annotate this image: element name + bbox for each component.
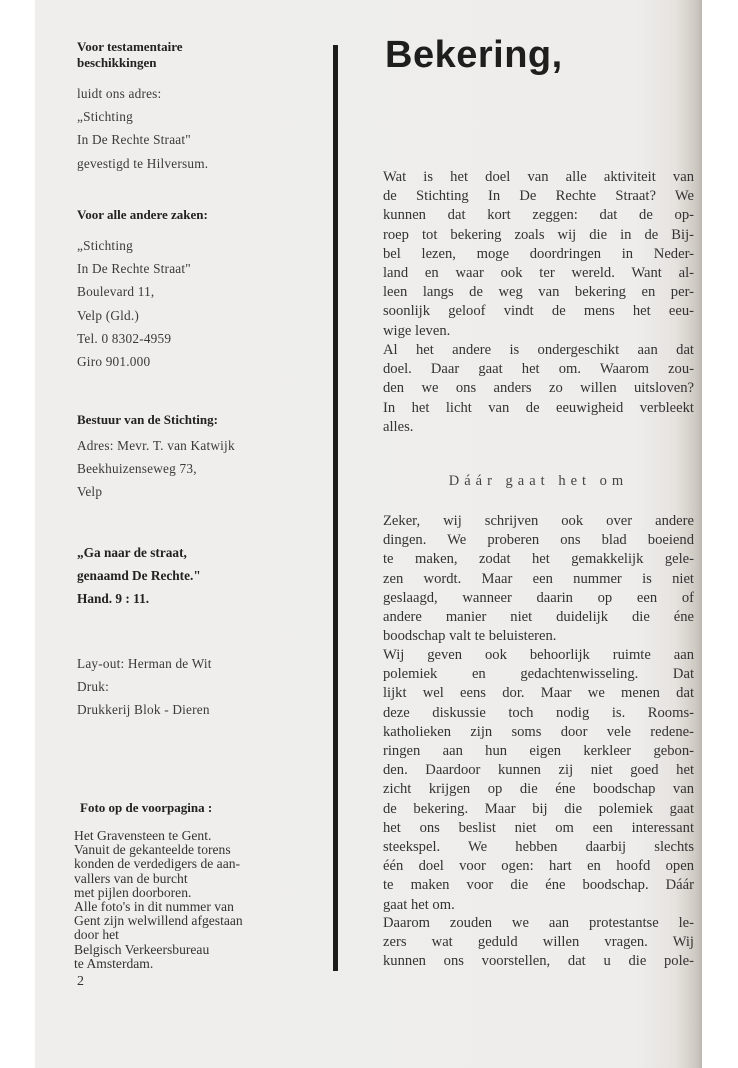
text-line: katholieken zijn soms door vele redene- [383, 723, 694, 740]
heading-line: Voor alle andere zaken: [77, 207, 208, 222]
article-paragraph-2 [383, 341, 694, 437]
text-line: doel. Daar gaat het om. Waarom zou- [383, 361, 694, 378]
heading-line: Bestuur van de Stichting: [77, 412, 218, 427]
text-line: andere manier niet duidelijk die éne [383, 609, 694, 626]
board-heading [77, 412, 218, 428]
text-line: Vanuit de gekanteelde torens [74, 842, 231, 858]
text-line: polemiek en gedachtenwisseling. Dat [383, 666, 694, 683]
text-line: te maken voor die éne boodschap. Dáár [383, 877, 694, 894]
text-line: Belgisch Verkeersbureau [74, 941, 210, 957]
text-line: luidt ons adres: [77, 86, 162, 101]
text-line: gaat het om. [383, 896, 455, 913]
text-line: In De Rechte Straat" [77, 261, 191, 277]
text-line: roep tot bekering zoals wij die in de Bij- [383, 226, 694, 243]
text-line: boodschap valt te beluisteren. [383, 628, 557, 645]
text-line: den we ons anders zo willen uitsloven? [383, 380, 694, 397]
text-line: Drukkerij Blok - Dieren [77, 702, 210, 718]
text-line: Daarom zouden we aan protestantse le- [383, 915, 694, 931]
board-address [77, 434, 235, 504]
text-line: Lay-out: Herman de Wit [77, 656, 212, 671]
text-line: beschikkingen [77, 55, 157, 70]
text-line: Alle foto's in dit nummer van [74, 899, 234, 915]
text-line: „Stichting [77, 109, 133, 125]
text-line: Wij geven ook behoorlijk ruimte aan [383, 647, 694, 663]
text-line: Al het andere is ondergeschikt aan dat [383, 342, 694, 358]
text-line: Hand. 9 : 11. [77, 591, 150, 607]
text-line: ringen aan hun eigen kerkleer gebon- [383, 743, 694, 760]
text-line: Tel. 0 8302-4959 [77, 330, 172, 346]
text-line: soonlijk geloof vindt de mens het eeu- [383, 303, 694, 320]
text-line: Zeker, wij schrijven ook over andere [383, 513, 694, 529]
text-line: In De Rechte Straat" [77, 132, 191, 148]
text-line: leen langs de weg van bekering en per- [383, 284, 694, 301]
text-line: Velp (Gld.) [77, 307, 140, 323]
testament-address [77, 82, 208, 175]
foundation-address [77, 234, 191, 373]
text-line: kunnen ons voorstellen, dat u die pole- [383, 953, 694, 970]
text-line: één doel voor ogen: hart en hoofd open [383, 858, 694, 875]
text-line: gevestigd te Hilversum. [77, 155, 209, 171]
text-line: deze diskussie toch nodig is. Rooms- [383, 704, 694, 721]
text-line: lijkt wel eens dor. Maar we menen dat [383, 685, 694, 702]
text-line: land en waar ook ter wereld. Want al- [383, 265, 694, 282]
text-line: Wat is het doel van alle aktiviteit van [383, 169, 694, 185]
text-line: vallers van de burcht [74, 870, 188, 886]
text-line: de bekering. Maar bij die polemiek gaat [383, 800, 694, 817]
text-line: konden de verdedigers de aan- [74, 856, 241, 872]
column-divider-rule [333, 45, 338, 971]
credits [77, 652, 212, 722]
testament-heading [77, 39, 183, 71]
text-line: alles. [383, 418, 414, 435]
text-line: In het licht van de eeuwigheid verbleekt [383, 399, 694, 416]
text-line: genaamd De Rechte." [77, 568, 201, 584]
article-subheading: Dáár gaat het om [448, 473, 629, 489]
text-line: den. Daardoor kunnen zij niet goed het [383, 762, 694, 779]
article-paragraph-4 [383, 646, 694, 915]
text-line: bel lezen, moge doordringen in Neder- [383, 245, 694, 262]
text-line: te Amsterdam. [74, 955, 154, 971]
text-line: „Stichting [77, 238, 133, 253]
heading-line: Foto op de voorpagina : [80, 800, 213, 815]
article-title: Bekering, [385, 34, 563, 76]
article-paragraph-5 [383, 914, 694, 972]
bible-quote [77, 541, 201, 611]
text-line: Giro 901.000 [77, 354, 151, 370]
text-line: zers wat geduld willen vragen. Wij [383, 934, 694, 951]
cover-photo-heading [80, 800, 212, 816]
text-line: zicht krijgen op die éne boodschap van [383, 781, 694, 798]
text-line: de Stichting In De Rechte Straat? We [383, 188, 694, 205]
text-line: steekspel. We hebben daarbij slechts [383, 839, 694, 856]
text-line: Adres: Mevr. T. van Katwijk [77, 438, 235, 453]
text-line: zen wordt. Maar een nummer is niet [383, 570, 694, 587]
text-line: Beekhuizenseweg 73, [77, 461, 197, 477]
text-line: dingen. We proberen ons blad boeiend [383, 532, 694, 549]
text-line: geslaagd, wanneer daarin op een of [383, 589, 694, 606]
text-line: door het [74, 927, 119, 943]
text-line: wige leven. [383, 322, 451, 339]
text-line: „Ga naar de straat, [77, 545, 187, 560]
text-line: te maken, zodat het gemakkelijk gele- [383, 551, 694, 568]
text-line: het ons beslist niet om een interessant [383, 819, 694, 836]
page-number: 2 [77, 974, 84, 989]
other-matters-heading [77, 207, 208, 223]
text-line: Boulevard 11, [77, 284, 155, 300]
text-line: met pijlen doorboren. [74, 884, 192, 900]
text-line: kunnen dat kort zeggen: dat de op- [383, 207, 694, 224]
article-paragraph-3 [383, 512, 694, 646]
text-line: Voor testamentaire [77, 39, 183, 54]
article-paragraph-1 [383, 168, 694, 341]
cover-photo-caption [74, 829, 243, 971]
text-line: Het Gravensteen te Gent. [74, 828, 212, 843]
text-line: Velp [77, 484, 103, 500]
text-line: Gent zijn welwillend afgestaan [74, 913, 243, 929]
text-line: Druk: [77, 679, 110, 695]
